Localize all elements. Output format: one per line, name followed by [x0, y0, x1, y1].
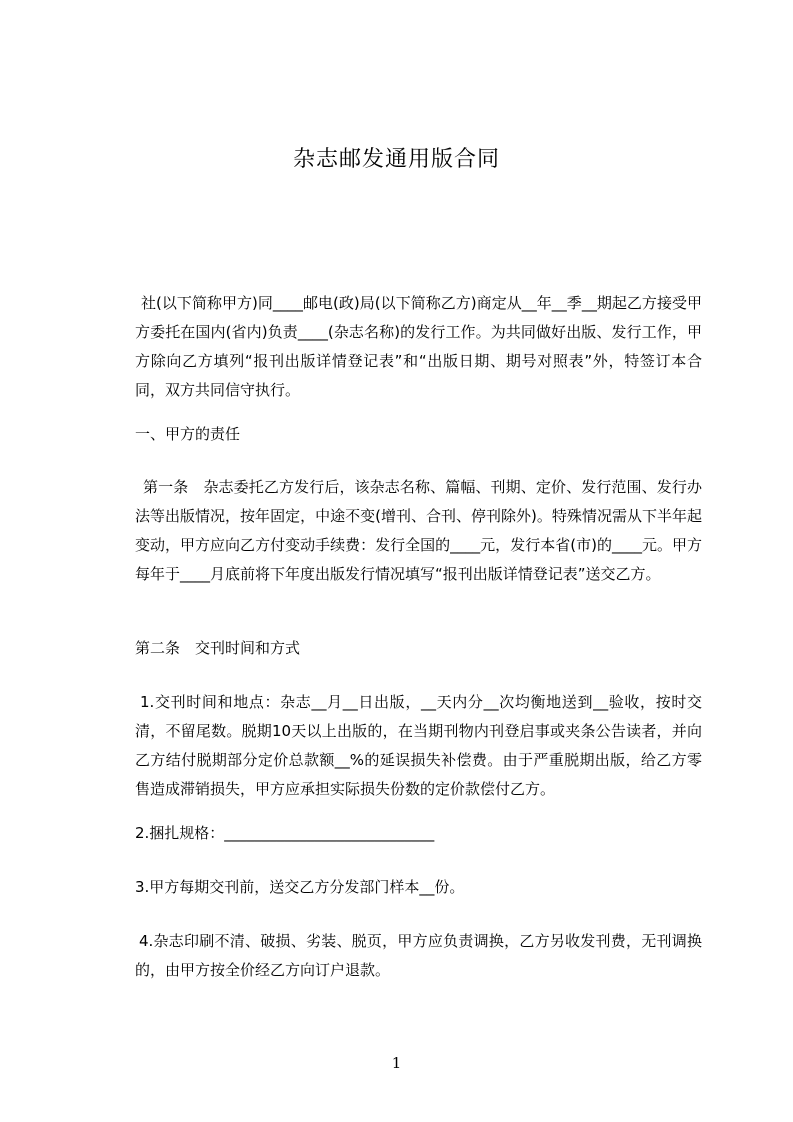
- document-title: 杂志邮发通用版合同: [292, 147, 500, 172]
- section-heading-party-a-duties: 一、甲方的责任: [135, 425, 241, 443]
- article-1-paragraph: 第一条 杂志委托乙方发行后，该杂志名称、篇幅、刊期、定价、发行范围、发行办法等出版情况，按年固定，中途不变(增刊、合刊、停刊除外)。特殊情况需从下半年起变动，甲方应向乙方付变动手续费：发行全国的____元，发行本省(市)的____元。甲方每年于____月底前将下年度出版发行情况填写“报刊出版详情登记表”送交乙方。: [135, 478, 702, 583]
- item-2-line: 2.捆扎规格：____________________________: [135, 824, 435, 842]
- article-2-heading: 第二条 交刊时间和方式: [135, 639, 301, 657]
- item-1-paragraph: 1.交刊时间和地点：杂志__月__日出版，__天内分__次均衡地送到__验收，按时交清，不留尾数。脱期10天以上出版的，在当期刊物内刊登启事或夹条公告读者，并向乙方结付脱期部分定价总款额__%的延误损失补偿费。由于严重脱期出版，给乙方零售造成滞销损失，甲方应承担实际损失份数的定价款偿付乙方。: [135, 693, 702, 798]
- item-3-line: 3.甲方每期交刊前，送交乙方分发部门样本__份。: [135, 878, 465, 896]
- intro-paragraph: 社(以下简称甲方)同____邮电(政)局(以下简称乙方)商定从__年__季__期起乙方接受甲方委托在国内(省内)负责____(杂志名称)的发行工作。为共同做好出版、发行工作，甲方除向乙方填列“报刊出版详情登记表”和“出版日期、期号对照表”外，特签订本合同，双方共同信守执行。: [135, 294, 702, 399]
- page-number: 1: [391, 1054, 402, 1072]
- item-4-paragraph: 4.杂志印刷不清、破损、劣装、脱页，甲方应负责调换，乙方另收发刊费，无刊调换的，由甲方按全价经乙方向订户退款。: [135, 932, 702, 979]
